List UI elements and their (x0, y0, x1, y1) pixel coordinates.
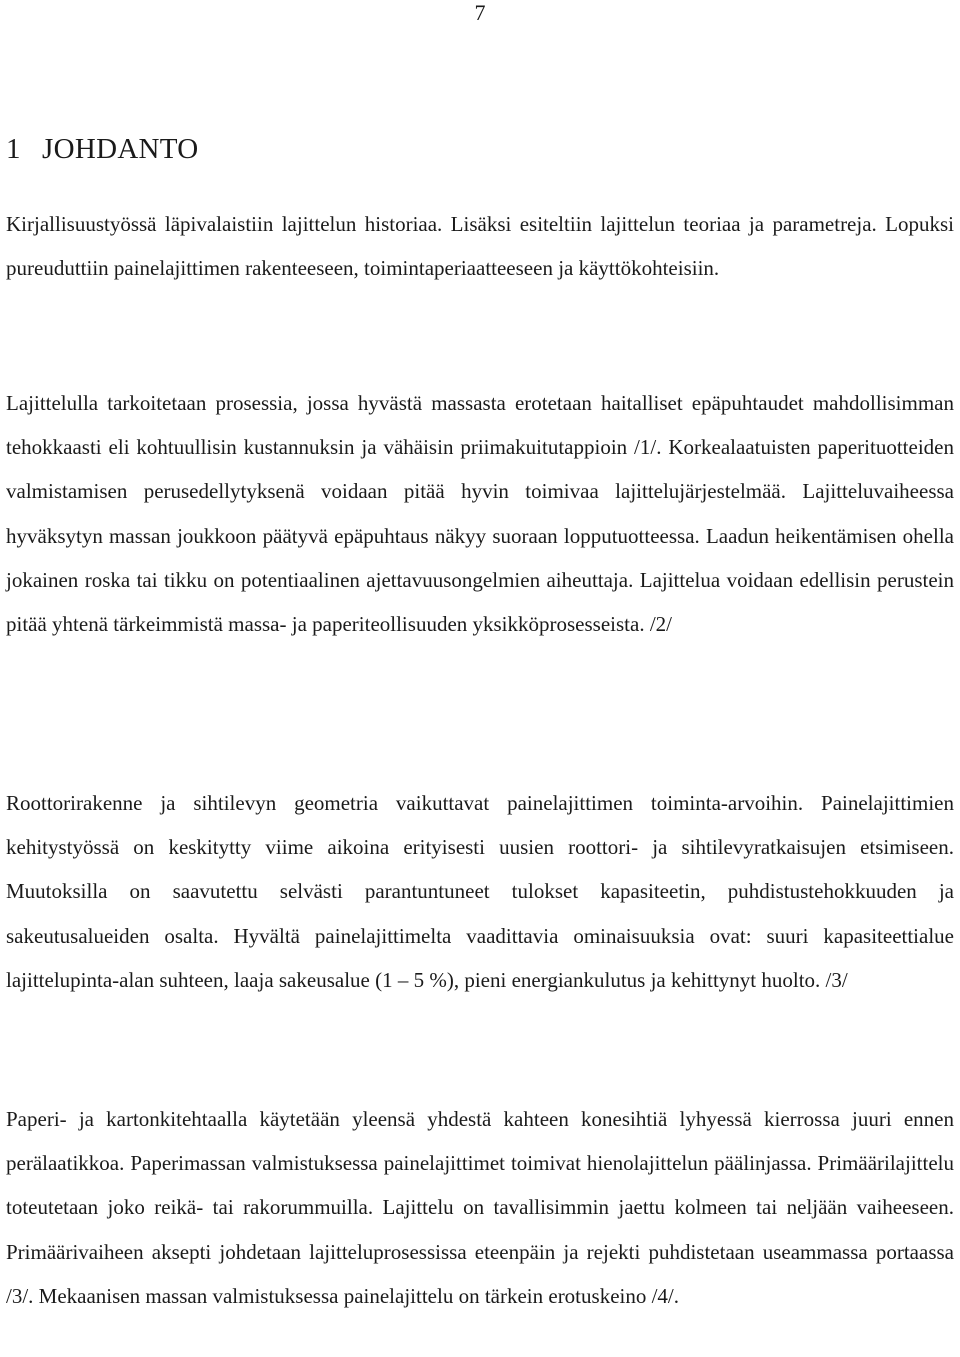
paragraph-rotor-design: Roottorirakenne ja sihtilevyn geometria vaikuttavat painelajittimen toiminta-arvoihin. Painelajittimien kehitystyössä on keskitytty viime aikoina erityisesti uusien roottori- ja sihtilevyratkaisujen etsimiseen. Muutoksilla on saavutettu selvästi parantuntuneet tulokset kapasiteetin, puhdistustehokkuuden ja sakeutusalueiden osalta. Hyvältä painelajittimelta vaadittavia ominaisuuksia ovat: suuri kapasiteettialue lajittelupinta-alan suhteen, laaja sakeusalue (1 – 5 %), pieni energiankulutus ja kehittynyt huolto. /3/ (6, 791, 954, 992)
paragraph-sorting-definition: Lajittelulla tarkoitetaan prosessia, jossa hyvästä massasta erotetaan haitalliset epäpuhtaudet mahdollisimman tehokkaasti eli kohtuullisin kustannuksin ja vähäisin priimakuitutappioin /1/. Korkealaatuisten paperituotteiden valmistamisen perusedellytyksenä voidaan pitää hyvin toimivaa lajittelujärjestelmää. Lajitteluvaiheessa hyväksytyn massan joukkoon päätyvä epäpuhtaus näkyy suoraan lopputuotteessa. Laadun heikentämisen ohella jokainen roska tai tikku on potentiaalinen ajettavuusongelmien aiheuttaja. Lajittelua voidaan edellisin perustein pitää yhtenä tärkeimmistä massa- ja paperiteollisuuden yksikköprosesseista. /2/ (6, 391, 954, 637)
page-number: 7 (474, 0, 486, 25)
chapter-title: JOHDANTO (42, 133, 199, 165)
chapter-heading (6, 131, 199, 167)
chapter-number: 1 (6, 133, 21, 165)
paragraph-intro: Kirjallisuustyössä läpivalaistiin lajittelun historiaa. Lisäksi esiteltiin lajittelun teoriaa ja parametreja. Lopuksi pureuduttiin painelajittimen rakenteeseen, toimintaperiaatteeseen ja käyttökohteisiin. (6, 212, 954, 281)
paragraph-mill-usage: Paperi- ja kartonkitehtaalla käytetään yleensä yhdestä kahteen konesihtiä lyhyessä kierrossa juuri ennen perälaatikkoa. Paperimassan valmistuksessa painelajittimet toimivat hienolajittelun päälinjassa. Primäärilajittelu toteutetaan joko reikä- tai rakorummuilla. Lajittelu on tavallisimmin jaettu kolmeen tai neljään vaiheeseen. Primäärivaiheen aksepti johdetaan lajitteluprosessissa eteenpäin ja rejekti puhdistetaan useammassa portaassa /3/. Mekaanisen massan valmistuksessa painelajittelu on tärkein erotuskeino /4/. (6, 1107, 954, 1308)
